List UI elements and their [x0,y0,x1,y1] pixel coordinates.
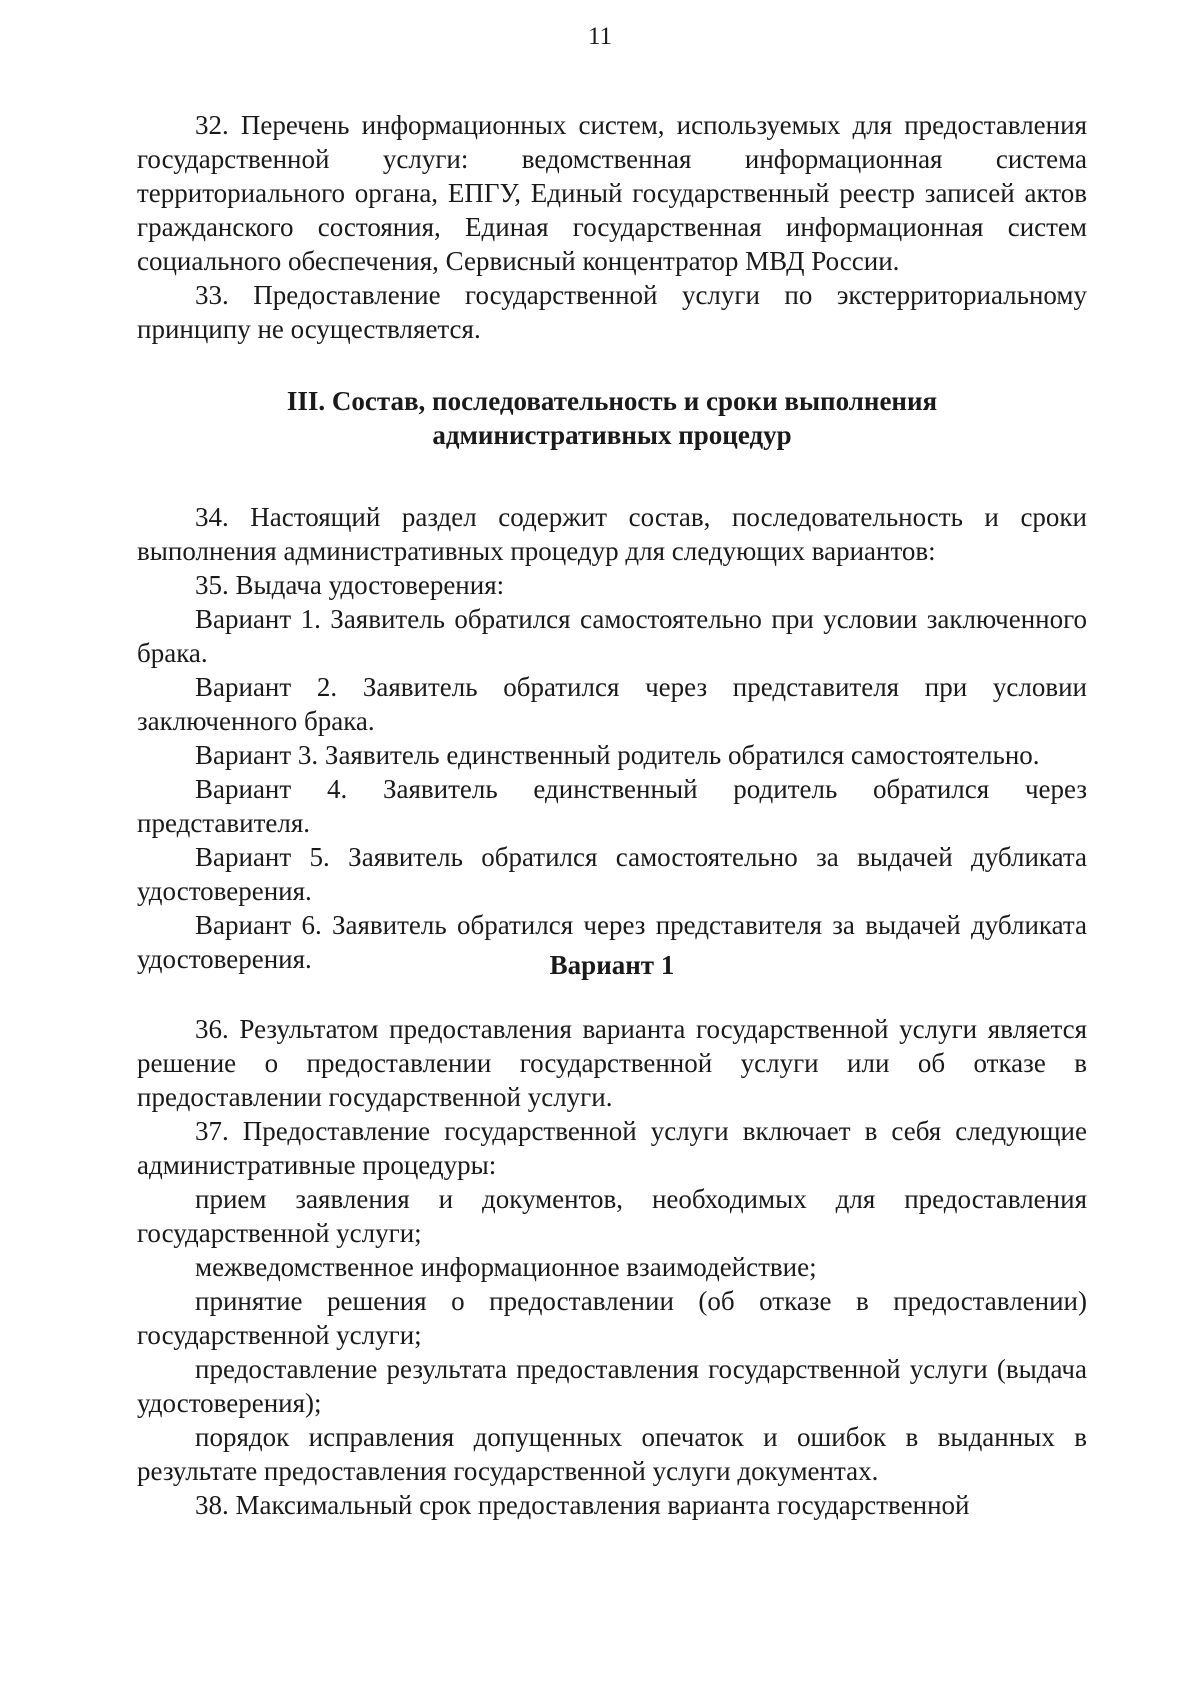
section-heading [137,384,1087,452]
procedure-item-3: принятие решения о предоставлении (об отказе в предоставлении) государственной услуги; [137,1286,1087,1350]
procedure-item-4: предоставление результата предоставления государственной услуги (выдача удостоверения); [137,1354,1087,1418]
section-heading-line-1: III. Состав, последовательность и сроки выполнения [286,386,938,416]
variant-4-item: Вариант 4. Заявитель единственный родитель обратился через представителя. [137,774,1087,838]
variant-6-item: Вариант 6. Заявитель обратился через представителя за выдачей дубликата удостоверения. [137,910,1087,974]
variant-5-item: Вариант 5. Заявитель обратился самостоятельно за выдачей дубликата удостоверения. [137,842,1087,906]
section-3-intro [137,500,1087,976]
paragraph-32: 32. Перечень информационных систем, используемых для предоставления государственной услуги: ведомственная информационная система территориального органа, ЕПГУ, Единый государственный реестр записей актов гражданского состояния, Единая государственная информационная систем социального обеспечения, Сервисный концентратор МВД России. [137,110,1087,276]
variant-heading: Вариант 1 [549,950,675,980]
section-heading-line-2: административных процедур [432,420,792,450]
page-number: 11 [587,23,613,50]
variant-heading-block [137,948,1087,982]
paragraph-34: 34. Настоящий раздел содержит состав, последовательность и сроки выполнения административных процедур для следующих вариантов: [137,502,1087,566]
variant-2-item: Вариант 2. Заявитель обратился через представителя при условии заключенного брака. [137,672,1087,736]
procedure-item-1: прием заявления и документов, необходимых для предоставления государственной услуги; [137,1184,1087,1248]
variant-1-section [137,1012,1087,1522]
procedure-item-5: порядок исправления допущенных опечаток и ошибок в выданных в результате предоставления государственной услуги документах. [137,1422,1087,1486]
variant-3-item: Вариант 3. Заявитель единственный родитель обратился самостоятельно. [195,740,1040,770]
paragraph-38: 38. Максимальный срок предоставления варианта государственной [195,1490,970,1520]
paragraph-37: 37. Предоставление государственной услуги включает в себя следующие административные процедуры: [137,1116,1087,1180]
paragraph-35: 35. Выдача удостоверения: [195,570,505,600]
section-2-tail [137,108,1087,346]
procedure-item-2: межведомственное информационное взаимодействие; [195,1252,817,1282]
variant-1-item: Вариант 1. Заявитель обратился самостоятельно при условии заключенного брака. [137,604,1087,668]
paragraph-33: 33. Предоставление государственной услуги по экстерриториальному принципу не осуществляется. [137,280,1087,344]
paragraph-36: 36. Результатом предоставления варианта государственной услуги является решение о предоставлении государственной услуги или об отказе в предоставлении государственной услуги. [137,1014,1087,1112]
